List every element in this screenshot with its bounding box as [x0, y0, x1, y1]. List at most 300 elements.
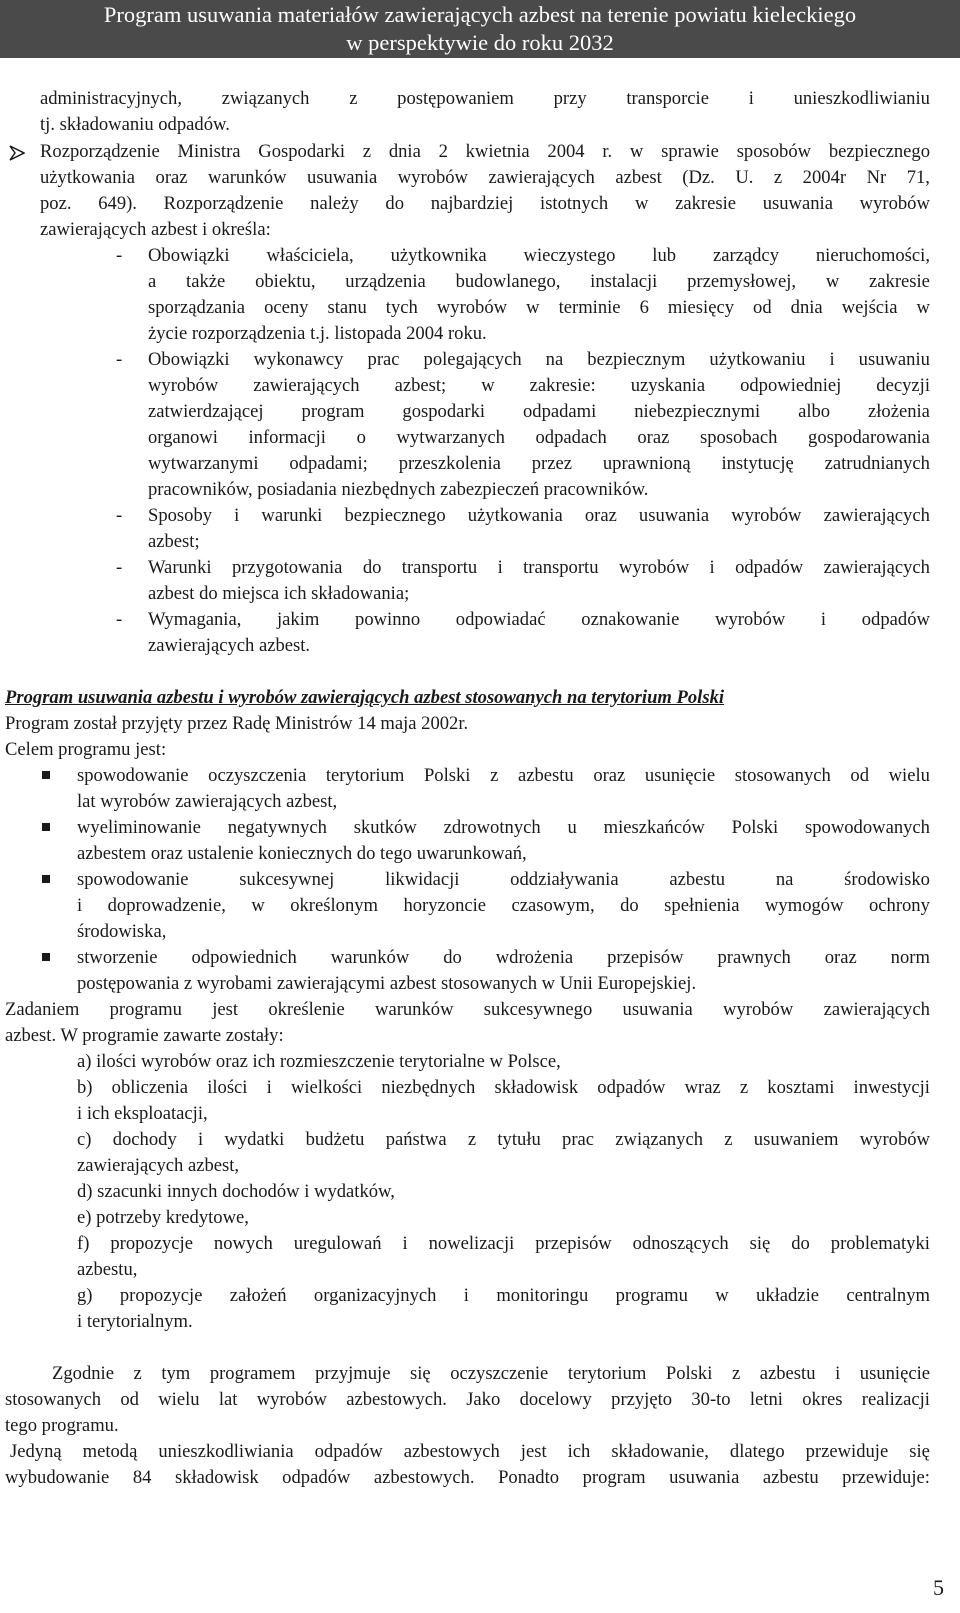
text-line: [40, 88, 930, 110]
dash-bullet: -: [116, 557, 123, 578]
word: negatywnych: [227, 817, 327, 838]
word: nieruchomości,: [815, 245, 930, 266]
word: usunięcie: [644, 765, 716, 786]
word: odpadów: [314, 1441, 383, 1462]
word: dnia: [790, 297, 823, 318]
word: gospodarowania: [808, 427, 930, 448]
text-line: [148, 557, 930, 579]
word: odpadów: [735, 557, 804, 578]
text-line: [5, 1467, 930, 1489]
word: Polski: [731, 817, 779, 838]
word: wyrobów: [731, 505, 802, 526]
word: państwa: [385, 1129, 447, 1150]
word: Warunki: [148, 557, 212, 578]
word: sporządzania: [148, 297, 246, 318]
word: 2004r: [802, 167, 847, 188]
word: związanych: [221, 88, 310, 109]
text-line: [5, 1389, 930, 1411]
word: albo: [798, 401, 831, 422]
word: użytkowania: [40, 167, 136, 188]
word: wielu: [888, 765, 930, 786]
word: usunięcie: [859, 1363, 930, 1384]
word: Nr: [866, 167, 887, 188]
word: c): [77, 1129, 92, 1150]
word: ochrony: [868, 895, 930, 916]
arrow-bullet-icon: [9, 145, 25, 161]
word: się: [410, 1363, 431, 1384]
word: usuwaniem: [753, 1129, 839, 1150]
word: odpowiadać: [455, 609, 546, 630]
word: 6: [639, 297, 649, 318]
word: wymogów: [765, 895, 844, 916]
word: bezpiecznego: [344, 505, 446, 526]
text-line: azbest. W programie zawarte zostały:: [5, 1025, 284, 1046]
word: do: [385, 193, 404, 214]
word: oraz: [637, 427, 670, 448]
word: przepisów: [535, 1233, 612, 1254]
word: składowisk: [174, 1467, 259, 1488]
text-line: [148, 505, 930, 527]
word: i: [835, 1363, 841, 1384]
word: należy: [310, 193, 359, 214]
word: b): [77, 1077, 93, 1098]
word: wyrobów: [859, 1129, 930, 1150]
word: odnoszących: [632, 1233, 729, 1254]
word: terytorium: [567, 1363, 647, 1384]
word: uregulowań: [293, 1233, 382, 1254]
text-line: [40, 167, 930, 189]
text-line: tj. składowaniu odpadów.: [40, 114, 230, 135]
word: z: [349, 88, 358, 109]
word: zawierających: [488, 167, 595, 188]
word: i: [820, 609, 827, 630]
word: wyrobów: [256, 1389, 327, 1410]
word: informacji: [248, 427, 326, 448]
word: w: [629, 141, 644, 162]
word: czasowym,: [511, 895, 595, 916]
word: spowodowanie: [77, 765, 189, 786]
word: wdrożenia: [495, 947, 574, 968]
word: 2: [438, 141, 448, 162]
text-line: [77, 817, 930, 839]
word: miesięcy: [667, 297, 735, 318]
word: gospodarki: [402, 401, 486, 422]
word: wyrobów: [148, 375, 219, 396]
word: także: [186, 271, 226, 292]
word: zarządcy: [712, 245, 779, 266]
word: usuwania: [622, 999, 693, 1020]
word: tytułu: [497, 1129, 541, 1150]
word: zawierających: [823, 557, 930, 578]
text-line: [148, 297, 930, 319]
word: i: [77, 895, 83, 916]
word: zakresie:: [529, 375, 596, 396]
word: spowodowanych: [805, 817, 930, 838]
word: wyrobów: [397, 167, 468, 188]
word: zakresie: [675, 193, 736, 214]
word: 30-to: [691, 1389, 731, 1410]
word: organowi: [148, 427, 218, 448]
word: jakim: [277, 609, 320, 630]
word: przewiduje: [805, 1441, 889, 1462]
word: wydatki: [224, 1129, 285, 1150]
word: niezbędnych: [381, 1077, 476, 1098]
word: lat: [218, 1389, 238, 1410]
word: z: [773, 167, 783, 188]
word: oraz: [824, 947, 857, 968]
text-line: [10, 1441, 930, 1463]
word: urządzenia: [345, 271, 426, 292]
word: mieszkańców: [603, 817, 705, 838]
word: i: [709, 557, 715, 578]
word: dnia: [388, 141, 421, 162]
word: środowisko: [844, 869, 930, 890]
word: azbestu: [517, 765, 574, 786]
word: wytwarzanymi: [148, 453, 259, 474]
word: r.: [602, 141, 613, 162]
text-line: azbest do miejsca ich składowania;: [148, 583, 410, 604]
word: i: [402, 1233, 408, 1254]
header-title-line2: w perspektywie do roku 2032: [346, 30, 614, 55]
word: Jedyną: [10, 1441, 62, 1462]
word: oraz: [155, 167, 188, 188]
text-line: [77, 1129, 930, 1151]
word: kwietnia: [465, 141, 530, 162]
word: do: [791, 1233, 810, 1254]
word: się: [909, 1441, 930, 1462]
word: stosowanych: [734, 765, 831, 786]
word: jest: [212, 999, 239, 1020]
word: wielkości: [290, 1077, 363, 1098]
text-line: [148, 375, 930, 397]
text-line: azbestem oraz ustalenie koniecznych do tego uwarunkowań,: [77, 843, 527, 864]
word: i: [463, 1285, 469, 1306]
word: zawierających: [823, 505, 930, 526]
word: poz.: [40, 193, 72, 214]
word: organizacyjnych: [313, 1285, 437, 1306]
word: od: [850, 765, 870, 786]
word: program: [582, 1467, 646, 1488]
word: doprowadzenie,: [107, 895, 226, 916]
word: transportu: [523, 557, 599, 578]
word: spełnienia: [664, 895, 740, 916]
word: uzyskania: [630, 375, 706, 396]
word: wejścia: [841, 297, 898, 318]
text-line: [148, 427, 930, 449]
text-line: [5, 999, 930, 1021]
word: w: [251, 895, 265, 916]
word: obliczenia: [111, 1077, 189, 1098]
text-line: tego programu.: [5, 1415, 119, 1436]
word: odpowiednich: [191, 947, 297, 968]
word: budowlanego,: [455, 271, 561, 292]
text-line: postępowania z wyrobami zawierającymi azbest stosowanych w Unii Europejskiej.: [77, 973, 697, 994]
word: przepisów: [607, 947, 684, 968]
word: lub: [652, 245, 677, 266]
word: odpadach: [535, 427, 607, 448]
word: z: [133, 1363, 142, 1384]
text-line: i terytorialnym.: [77, 1311, 193, 1332]
word: złożenia: [868, 401, 930, 422]
word: stworzenie: [77, 947, 158, 968]
text-line: Program usuwania azbestu i wyrobów zawierających azbest stosowanych na terytorium Polski: [5, 687, 725, 708]
word: związanych: [615, 1129, 704, 1150]
word: Jako: [466, 1389, 501, 1410]
text-line: [148, 245, 930, 267]
word: odpowiedniej: [740, 375, 842, 396]
word: wybudowanie: [5, 1467, 110, 1488]
word: przemysłowej,: [687, 271, 797, 292]
word: Polski: [665, 1363, 713, 1384]
word: z: [724, 1129, 733, 1150]
page-header: [0, 0, 960, 58]
word: prac: [562, 1129, 595, 1150]
word: przygotowania: [231, 557, 343, 578]
word: zawierających: [823, 999, 930, 1020]
word: usuwaniu: [858, 349, 930, 370]
word: 649).: [98, 193, 137, 214]
word: nowelizacji: [428, 1233, 515, 1254]
word: z: [490, 765, 499, 786]
text-line: [77, 895, 930, 917]
text-line: i ich eksploatacji,: [77, 1103, 208, 1124]
word: sposobów: [736, 141, 812, 162]
word: warunków: [375, 999, 454, 1020]
word: azbest;: [394, 375, 447, 396]
word: Zgodnie: [52, 1363, 114, 1384]
word: na: [775, 869, 794, 890]
word: z: [739, 1077, 749, 1098]
word: właściciela,: [266, 245, 354, 266]
word: Ponadto: [498, 1467, 560, 1488]
text-line: [77, 869, 930, 891]
word: horyzoncie: [403, 895, 487, 916]
word: postępowaniem: [397, 88, 514, 109]
word: się: [749, 1233, 771, 1254]
page-number: 5: [933, 1575, 944, 1600]
word: Zadaniem: [5, 999, 80, 1020]
word: i: [497, 557, 503, 578]
word: transportu: [401, 557, 478, 578]
word: wykonawcy: [253, 349, 344, 370]
word: zdrowotnych: [443, 817, 541, 838]
word: warunki: [261, 505, 323, 526]
text-line: azbest;: [148, 531, 200, 552]
word: metodą: [82, 1441, 138, 1462]
text-line: [52, 1363, 930, 1385]
word: dochody: [112, 1129, 177, 1150]
text-line: [40, 193, 930, 215]
word: w: [634, 193, 649, 214]
word: Gospodarki: [258, 141, 346, 162]
square-bullet-icon: [42, 875, 50, 883]
word: odpadów: [597, 1077, 666, 1098]
word: przyjęto: [611, 1389, 673, 1410]
word: terminie: [558, 297, 621, 318]
text-line: zawierających azbest.: [148, 635, 311, 656]
word: do: [620, 895, 639, 916]
word: monitoringu: [496, 1285, 589, 1306]
word: ilości: [207, 1077, 248, 1098]
word: Ministra: [177, 141, 241, 162]
word: wyrobów: [618, 557, 690, 578]
text-line: [148, 401, 930, 423]
word: składowanie,: [611, 1441, 709, 1462]
dash-bullet: -: [116, 349, 123, 370]
word: kosztami: [767, 1077, 835, 1098]
word: azbestu: [759, 1363, 816, 1384]
word: centralnym: [846, 1285, 930, 1306]
text-line: lat wyrobów zawierających azbest,: [77, 791, 338, 812]
word: w: [825, 271, 840, 292]
text-line: azbestu,: [77, 1259, 138, 1280]
word: prawnych: [717, 947, 791, 968]
word: istotnych: [540, 193, 609, 214]
word: i: [829, 349, 835, 370]
word: sprawie: [661, 141, 719, 162]
word: przewiduje:: [842, 1467, 930, 1488]
word: docelowy: [519, 1389, 592, 1410]
word: okres: [802, 1389, 843, 1410]
word: unieszkodliwianiu: [793, 88, 930, 109]
word: dlatego: [729, 1441, 785, 1462]
word: użytkowaniu: [709, 349, 806, 370]
word: letni: [749, 1389, 783, 1410]
word: likwidacji: [385, 869, 460, 890]
word: Obowiązki: [148, 349, 230, 370]
word: w: [916, 297, 930, 318]
word: propozycje: [119, 1285, 203, 1306]
square-bullet-icon: [42, 771, 50, 779]
word: u: [567, 817, 577, 838]
word: 71,: [906, 167, 930, 188]
word: wyrobów: [859, 193, 930, 214]
word: i: [198, 1129, 204, 1150]
word: składowisk: [494, 1077, 579, 1098]
text-line: [77, 1285, 930, 1307]
word: wraz: [684, 1077, 721, 1098]
word: określenie: [268, 999, 345, 1020]
word: administracyjnych,: [40, 88, 182, 109]
word: odpadami;: [289, 453, 368, 474]
word: z: [362, 141, 372, 162]
text-line: Program został przyjęty przez Radę Ministrów 14 maja 2002r.: [5, 713, 469, 734]
word: zatrudnianych: [824, 453, 930, 474]
word: przyjmuje: [315, 1363, 391, 1384]
word: ich: [567, 1441, 591, 1462]
text-line: [40, 141, 930, 163]
text-line: zawierających azbest i określa:: [40, 219, 271, 240]
word: z: [467, 1129, 477, 1150]
text-line: [148, 349, 930, 371]
dash-bullet: -: [116, 245, 123, 266]
word: przy: [553, 88, 587, 109]
word: i: [266, 1077, 272, 1098]
word: azbest: [615, 167, 662, 188]
word: powinno: [355, 609, 421, 630]
word: obiektu,: [255, 271, 316, 292]
text-line: [148, 271, 930, 293]
word: układzie: [756, 1285, 819, 1306]
word: oznakowanie: [581, 609, 680, 630]
text-line: [77, 765, 930, 787]
word: stosowanych: [5, 1389, 102, 1410]
word: do: [362, 557, 382, 578]
word: polegających: [423, 349, 522, 370]
word: terytorium: [325, 765, 405, 786]
word: Rozporządzenie: [163, 193, 284, 214]
text-line: Celem programu jest:: [5, 739, 167, 760]
word: 84: [132, 1467, 152, 1488]
text-line: [77, 947, 930, 969]
word: użytkownika: [390, 245, 487, 266]
word: (Dz.: [682, 167, 715, 188]
word: azbestowych.: [346, 1389, 447, 1410]
word: i: [234, 505, 240, 526]
text-line: [148, 453, 930, 475]
text-line: e) potrzeby kredytowe,: [77, 1207, 249, 1228]
word: unieszkodliwiania: [158, 1441, 294, 1462]
word: założeń: [229, 1285, 287, 1306]
word: odpadów: [282, 1467, 351, 1488]
word: usuwania: [762, 193, 833, 214]
word: program: [301, 401, 365, 422]
word: bezpiecznego: [828, 141, 930, 162]
word: azbestu: [669, 869, 726, 890]
word: budżetu: [305, 1129, 365, 1150]
word: instytucję: [721, 453, 794, 474]
text-line: [148, 609, 930, 631]
text-line: a) ilości wyrobów oraz ich rozmieszczenie terytorialne w Polsce,: [77, 1051, 561, 1072]
word: niebezpiecznymi: [634, 401, 761, 422]
word: zakresie: [869, 271, 930, 292]
text-line: [77, 1233, 930, 1255]
word: a: [148, 271, 157, 292]
word: od: [753, 297, 772, 318]
word: Wymagania,: [148, 609, 242, 630]
word: sukcesywnej: [239, 869, 335, 890]
word: tych: [385, 297, 418, 318]
word: sposobach: [699, 427, 778, 448]
word: stanu: [327, 297, 367, 318]
word: spowodowanie: [77, 869, 189, 890]
word: norm: [890, 947, 930, 968]
word: tym: [161, 1363, 191, 1384]
word: programu: [109, 999, 182, 1020]
word: jest: [520, 1441, 547, 1462]
word: w: [526, 297, 540, 318]
text-line: pracowników, posiadania niezbędnych zabezpieczeń pracowników.: [148, 479, 649, 500]
word: wyrobów: [715, 609, 786, 630]
word: w: [715, 1285, 729, 1306]
word: odpadów: [861, 609, 930, 630]
word: programu: [615, 1285, 688, 1306]
text-line: życie rozporządzenia t.j. listopada 2004 roku.: [148, 323, 487, 344]
word: azbestowych.: [373, 1467, 475, 1488]
word: przeszkolenia: [398, 453, 501, 474]
square-bullet-icon: [42, 953, 50, 961]
word: i: [748, 88, 754, 109]
word: z: [731, 1363, 741, 1384]
word: U.: [735, 167, 754, 188]
word: warunków: [208, 167, 287, 188]
word: Obowiązki: [148, 245, 230, 266]
word: inwestycji: [853, 1077, 930, 1098]
word: g): [77, 1285, 93, 1306]
word: użytkowania: [467, 505, 563, 526]
dash-bullet: -: [116, 609, 123, 630]
word: o: [356, 427, 366, 448]
